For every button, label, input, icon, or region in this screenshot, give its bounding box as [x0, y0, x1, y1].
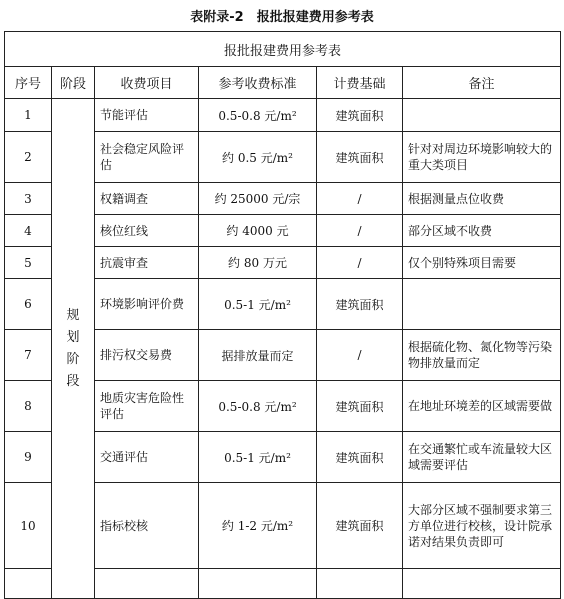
row-standard: 约 25000 元/宗 — [199, 183, 317, 215]
row-standard: 据排放量而定 — [199, 330, 317, 381]
row-no — [5, 569, 52, 599]
row-no: 2 — [5, 132, 52, 183]
row-no: 6 — [5, 279, 52, 330]
row-note — [403, 99, 561, 132]
row-standard: 0.5-1 元/m² — [199, 279, 317, 330]
table-row — [5, 99, 561, 132]
header-stage: 阶段 — [52, 67, 95, 99]
row-note: 在交通繁忙或车流量较大区域需要评估 — [403, 432, 561, 483]
row-no: 10 — [5, 483, 52, 569]
row-note — [403, 569, 561, 599]
row-item: 抗震审查 — [95, 247, 199, 279]
row-standard: 0.5-1 元/m² — [199, 432, 317, 483]
row-basis: 建筑面积 — [317, 483, 403, 569]
row-item: 排污权交易费 — [95, 330, 199, 381]
row-basis: 建筑面积 — [317, 432, 403, 483]
row-note: 根据硫化物、氮化物等污染物排放量而定 — [403, 330, 561, 381]
table-title: 报批报建费用参考表 — [5, 32, 561, 67]
row-basis: 建筑面积 — [317, 381, 403, 432]
row-standard: 0.5-0.8 元/m² — [199, 381, 317, 432]
row-basis: / — [317, 330, 403, 381]
row-item: 社会稳定风险评估 — [95, 132, 199, 183]
row-basis: / — [317, 183, 403, 215]
row-item: 环境影响评价费 — [95, 279, 199, 330]
row-standard: 约 4000 元 — [199, 215, 317, 247]
row-basis: 建筑面积 — [317, 279, 403, 330]
row-note: 根据测量点位收费 — [403, 183, 561, 215]
header-standard: 参考收费标准 — [199, 67, 317, 99]
stage-cell — [52, 99, 95, 599]
row-item: 节能评估 — [95, 99, 199, 132]
row-standard: 0.5-0.8 元/m² — [199, 99, 317, 132]
header-no: 序号 — [5, 67, 52, 99]
row-no: 9 — [5, 432, 52, 483]
row-note: 仅个别特殊项目需要 — [403, 247, 561, 279]
row-note — [403, 279, 561, 330]
row-basis: 建筑面积 — [317, 132, 403, 183]
row-standard — [199, 569, 317, 599]
row-note: 大部分区域不强制要求第三方单位进行校核，设计院承诺对结果负责即可 — [403, 483, 561, 569]
row-no: 3 — [5, 183, 52, 215]
header-basis: 计费基础 — [317, 67, 403, 99]
row-standard: 约 1-2 元/m² — [199, 483, 317, 569]
row-note: 针对对周边环境影响较大的重大类项目 — [403, 132, 561, 183]
row-standard: 约 80 万元 — [199, 247, 317, 279]
row-note: 在地址环境差的区域需要做 — [403, 381, 561, 432]
header-item: 收费项目 — [95, 67, 199, 99]
stage-label: 规划阶段 — [66, 307, 80, 389]
row-basis: / — [317, 247, 403, 279]
fee-reference-table — [4, 31, 561, 599]
row-standard: 约 0.5 元/m² — [199, 132, 317, 183]
row-item — [95, 569, 199, 599]
row-item: 交通评估 — [95, 432, 199, 483]
row-basis — [317, 569, 403, 599]
row-basis: / — [317, 215, 403, 247]
row-no: 1 — [5, 99, 52, 132]
row-item: 指标校核 — [95, 483, 199, 569]
row-no: 4 — [5, 215, 52, 247]
document-caption: 表附录-2 报批报建费用参考表 — [190, 10, 374, 25]
row-no: 7 — [5, 330, 52, 381]
row-basis: 建筑面积 — [317, 99, 403, 132]
header-note: 备注 — [403, 67, 561, 99]
row-item: 地质灾害危险性评估 — [95, 381, 199, 432]
row-no: 8 — [5, 381, 52, 432]
row-no: 5 — [5, 247, 52, 279]
row-note: 部分区域不收费 — [403, 215, 561, 247]
row-item: 权籍调查 — [95, 183, 199, 215]
row-item: 核位红线 — [95, 215, 199, 247]
